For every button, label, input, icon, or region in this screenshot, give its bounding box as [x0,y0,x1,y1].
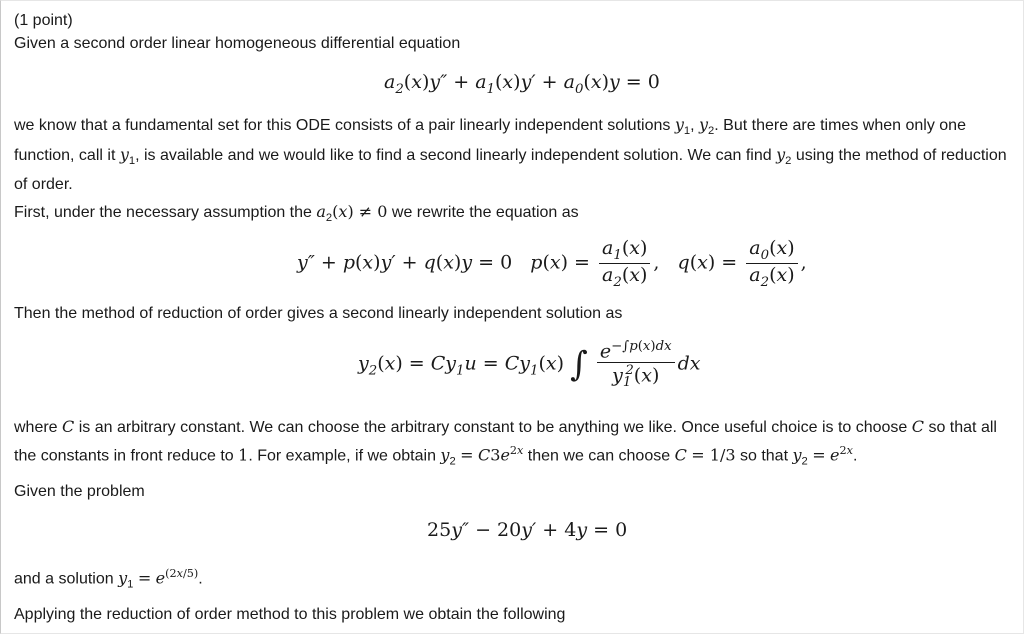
problem-equation: 25y″ − 20y′ + 4y = 0 [427,519,628,541]
intro-text: Given a second order linear homogeneous differential equation [14,35,461,52]
paragraph-method: Then the method of reduction of order gives a second linearly independent solution as [14,305,623,322]
paragraph-given-problem: Given the problem [14,483,145,500]
paragraph-applying: Applying the reduction of order method to this problem we obtain the following [14,606,566,623]
general-equation: $a_2(x)y'' + a_1(x)y' + a_0(x)y = 0$ [384,71,660,97]
paragraph-given-solution: and a solution $y_1 = e^{(2x/5)}$. [14,567,203,591]
paragraph-assumption: First, under the necessary assumption the $a_2(x) \ne 0$ we rewrite the equation as [14,202,579,225]
paragraph-arbitrary-constant: where C is an arbitrary constant. We can choose the arbitrary constant to be anything we like. Once useful choice is to choose C so that all the constants in front reduce to 1. For example, if we obtain $y_2 = C3e^{2x}$ then we can choose C = 1/3 so that $y_2 = e^{2x}$. [14,417,997,468]
points-label: (1 point) [14,12,73,29]
reduction-formula: $y_2(x) = Cy_1u = Cy_1(x)$ ∫ $\frac{e^{-\int p(x)dx}}{y_1^2(x)}$ dx [358,339,701,391]
paragraph-fundamental-set: we know that a fundamental set for this ODE consists of a pair linearly independent solutions $y_1$, $y_2$. But there are times when only one function, call it $y_1$, is available and we would like to find a second linearly independent solution. We can find $y_2$ using the method of reduction of order. [14,115,1007,194]
standard-form-equation: y″ + p(x)y′ + q(x)y = 0 p(x) = $\frac{a_1(x)}{a_2(x)}$ , q(x) = $\frac{a_0(x)}{a_2(x)}$ , [297,237,807,290]
